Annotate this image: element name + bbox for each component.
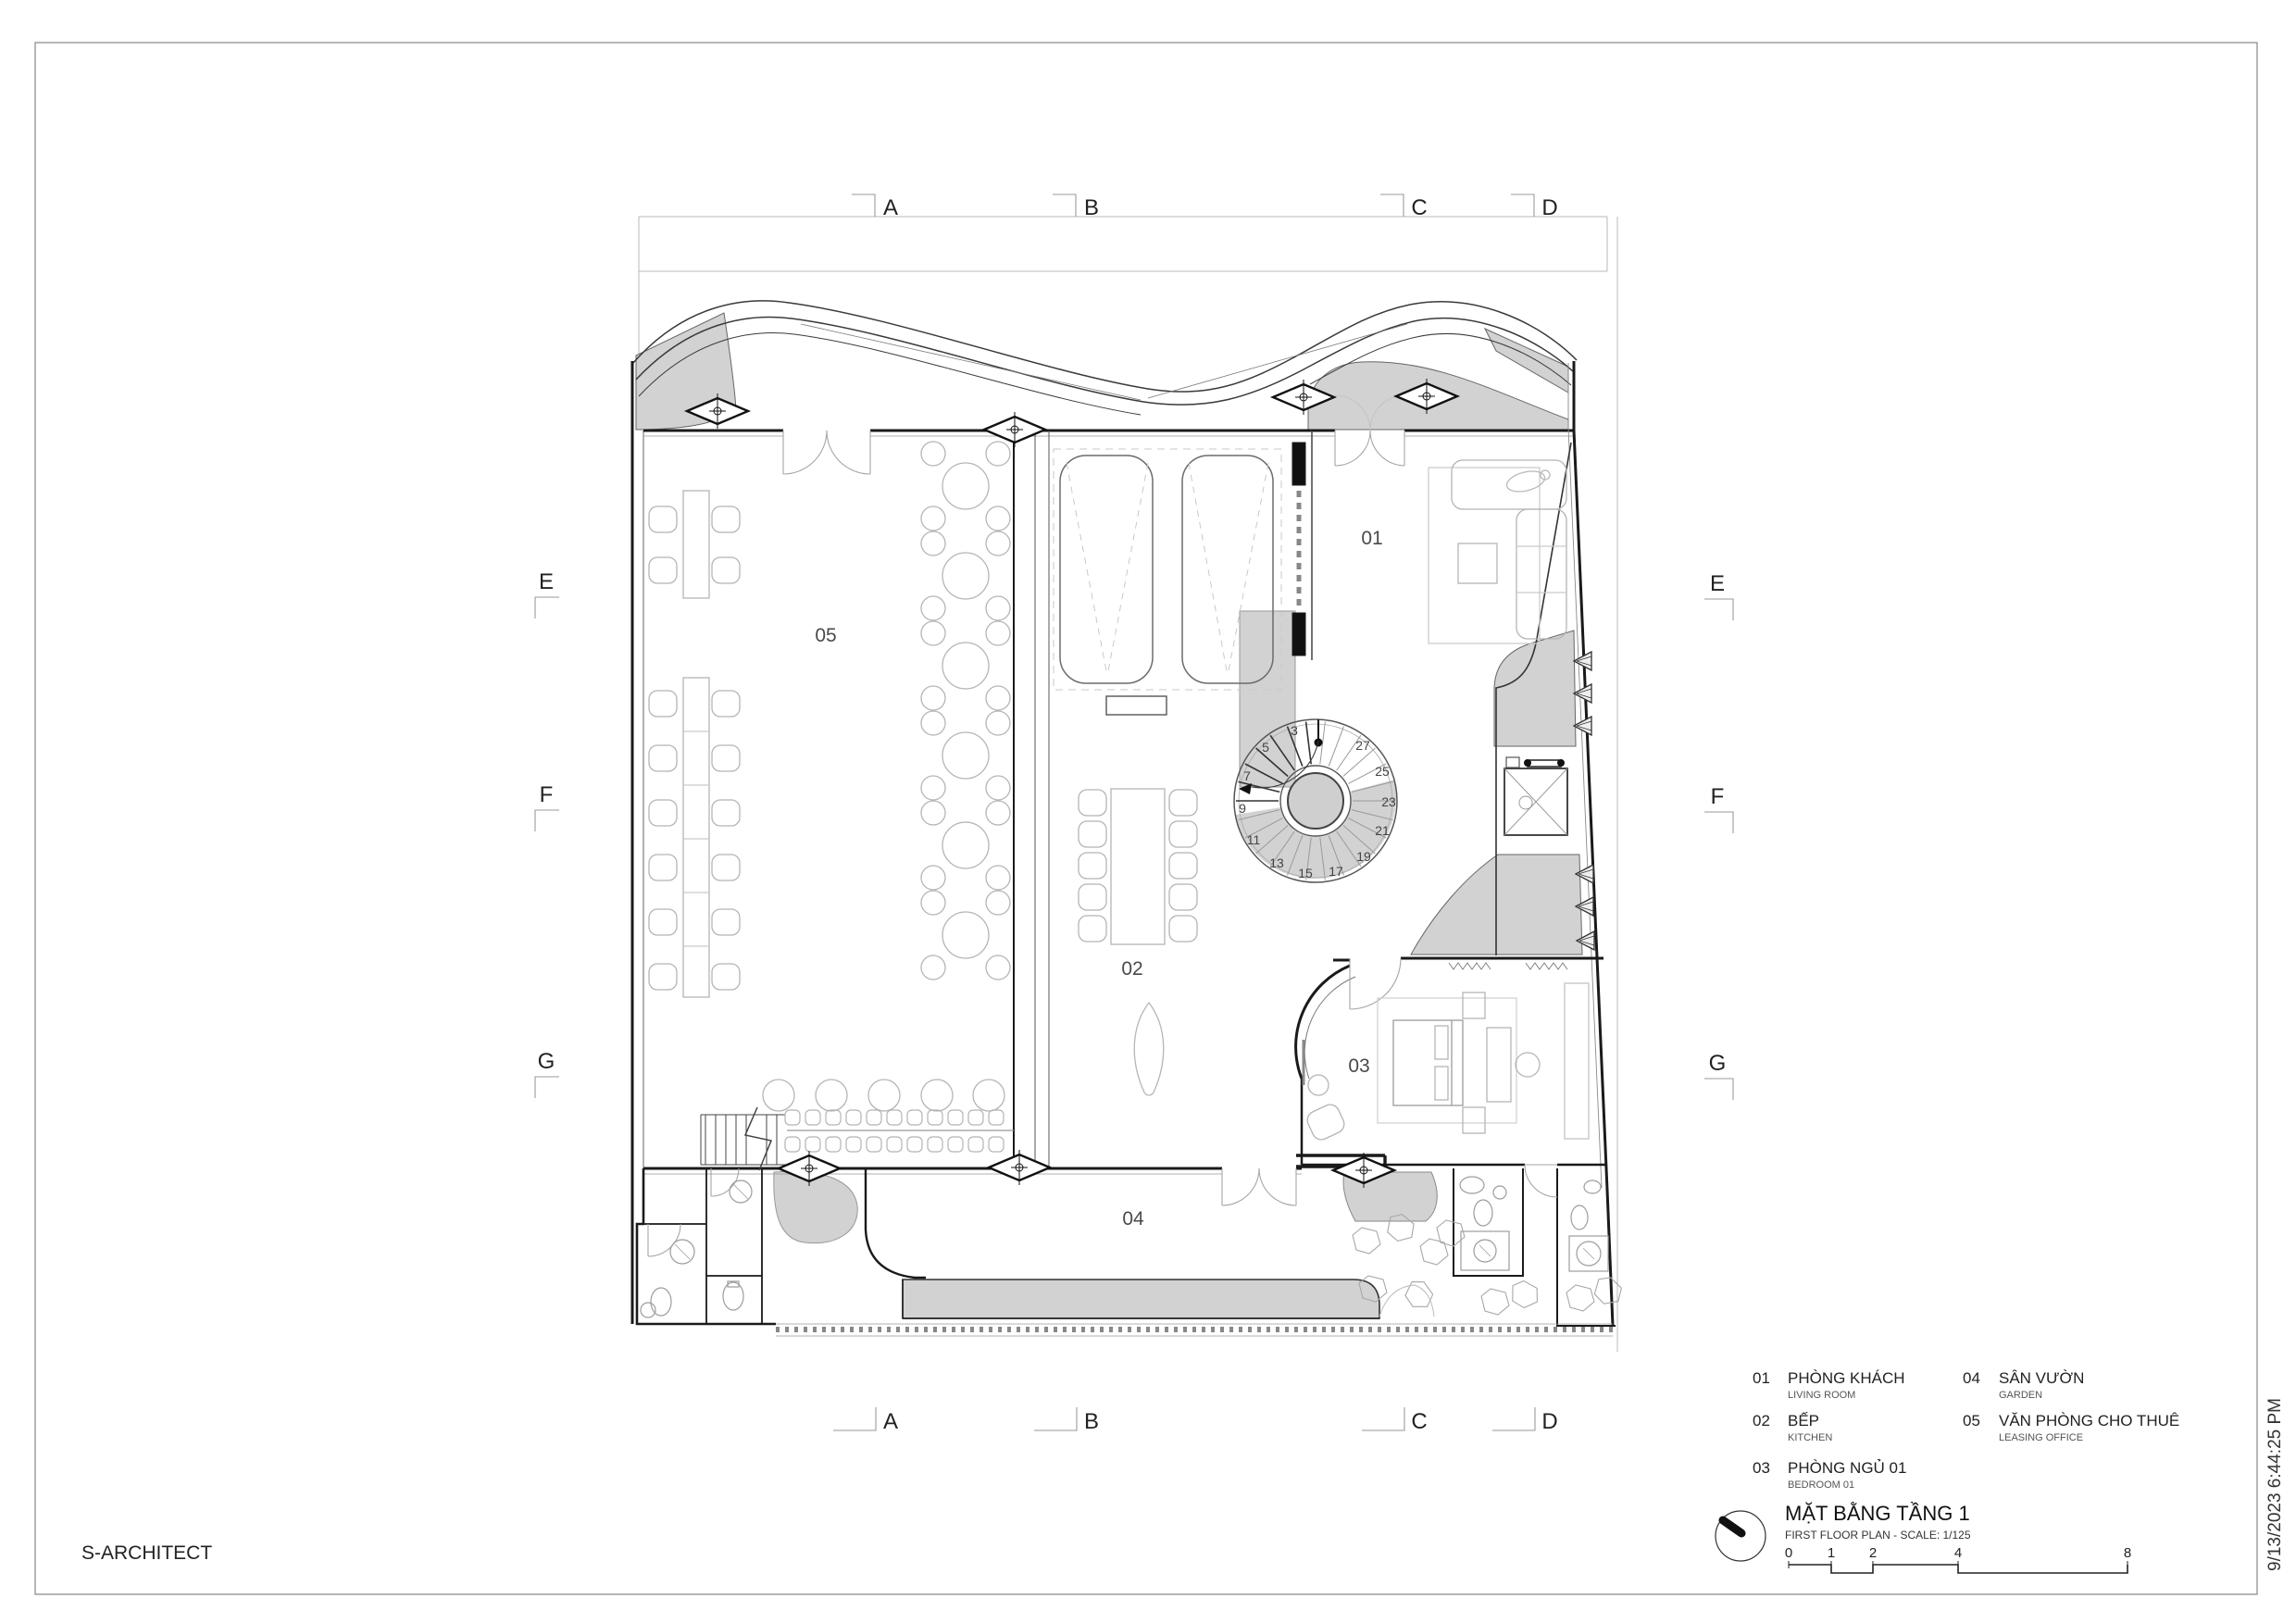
court-skylight <box>1504 757 1567 835</box>
grid-letter-c-bottom: C <box>1411 1409 1428 1434</box>
stair-step-11: 11 <box>1246 832 1261 847</box>
stair-step-3: 3 <box>1291 723 1298 738</box>
grid-letter-c-top: C <box>1411 195 1428 220</box>
sheet-frame <box>35 43 2285 1594</box>
stair-step-9: 9 <box>1239 801 1246 816</box>
grid-letter-a-top: A <box>882 195 899 220</box>
grid-letter-d-bottom: D <box>1541 1409 1558 1434</box>
office-furniture <box>649 442 1014 1152</box>
title-block <box>1716 1502 2131 1573</box>
grid-letter-f-right: F <box>1710 784 1725 809</box>
legend-num-05: 05 <box>1963 1412 1980 1429</box>
stair-step-23: 23 <box>1381 794 1396 809</box>
stair-step-19: 19 <box>1356 849 1371 864</box>
room-label-kitchen: 02 <box>1121 958 1143 980</box>
drawing-title: MẶT BẰNG TẦNG 1 <box>1785 1502 1970 1525</box>
legend-name-04: SÂN VƯỜN <box>1999 1369 2085 1387</box>
room-label-living: 01 <box>1361 528 1383 549</box>
legend-name-05: VĂN PHÒNG CHO THUÊ <box>1999 1412 2180 1429</box>
grid-letter-e-right: E <box>1709 571 1726 596</box>
straight-stair <box>701 1107 785 1170</box>
scale-tick-1: 1 <box>1827 1545 1836 1561</box>
door-swings <box>648 395 1557 1256</box>
legend-name-02: BẾP <box>1788 1412 1820 1429</box>
stair-step-13: 13 <box>1269 855 1284 870</box>
grid-letter-f-left: F <box>539 782 554 807</box>
legend-sub-04: GARDEN <box>1999 1390 2043 1401</box>
legend <box>1753 1369 2179 1491</box>
scale-bar <box>1785 1545 2131 1573</box>
scale-tick-4: 4 <box>1953 1545 1963 1561</box>
stair-step-5: 5 <box>1262 740 1269 755</box>
stair-step-21: 21 <box>1375 823 1390 838</box>
stair-step-27: 27 <box>1355 738 1370 753</box>
stair-step-15: 15 <box>1298 866 1313 880</box>
room-label-bedroom: 03 <box>1348 1055 1370 1077</box>
legend-sub-02: KITCHEN <box>1788 1432 1833 1443</box>
grid-letter-g-right: G <box>1708 1051 1727 1076</box>
stair-step-25: 25 <box>1375 764 1390 779</box>
drawing-subtitle: FIRST FLOOR PLAN - SCALE: 1/125 <box>1785 1529 1971 1542</box>
legend-num-01: 01 <box>1753 1369 1770 1387</box>
legend-num-02: 02 <box>1753 1412 1770 1429</box>
room-label-garden: 04 <box>1122 1208 1144 1230</box>
legend-name-01: PHÒNG KHÁCH <box>1788 1369 1905 1387</box>
legend-num-04: 04 <box>1963 1369 1980 1387</box>
scale-tick-8: 8 <box>2123 1545 2132 1561</box>
scale-tick-2: 2 <box>1868 1545 1878 1561</box>
legend-sub-05: LEASING OFFICE <box>1999 1432 2084 1443</box>
grid-letter-e-left: E <box>538 569 555 594</box>
grid-letter-b-top: B <box>1083 195 1100 220</box>
scale-tick-0: 0 <box>1784 1545 1793 1561</box>
grid-letter-g-left: G <box>537 1049 555 1074</box>
kitchen-furniture <box>1079 789 1197 1095</box>
legend-sub-01: LIVING ROOM <box>1788 1390 1856 1401</box>
legend-sub-03: BEDROOM 01 <box>1788 1479 1855 1491</box>
stair-step-7: 7 <box>1243 768 1251 783</box>
grid-letter-a-bottom: A <box>882 1409 899 1434</box>
grid-letter-d-top: D <box>1541 195 1558 220</box>
company-name: S-ARCHITECT <box>81 1542 213 1564</box>
grid-letter-b-bottom: B <box>1083 1409 1100 1434</box>
stair-step-17: 17 <box>1329 864 1343 879</box>
bedroom-furniture <box>1304 983 1589 1142</box>
legend-name-03: PHÒNG NGỦ 01 <box>1788 1459 1907 1477</box>
legend-num-03: 03 <box>1753 1459 1770 1477</box>
living-furniture <box>1429 460 1566 643</box>
column-markers <box>687 379 1457 1188</box>
room-label-office: 05 <box>815 625 837 646</box>
plot-timestamp: 9/13/2023 6:44:25 PM <box>2265 1398 2285 1571</box>
